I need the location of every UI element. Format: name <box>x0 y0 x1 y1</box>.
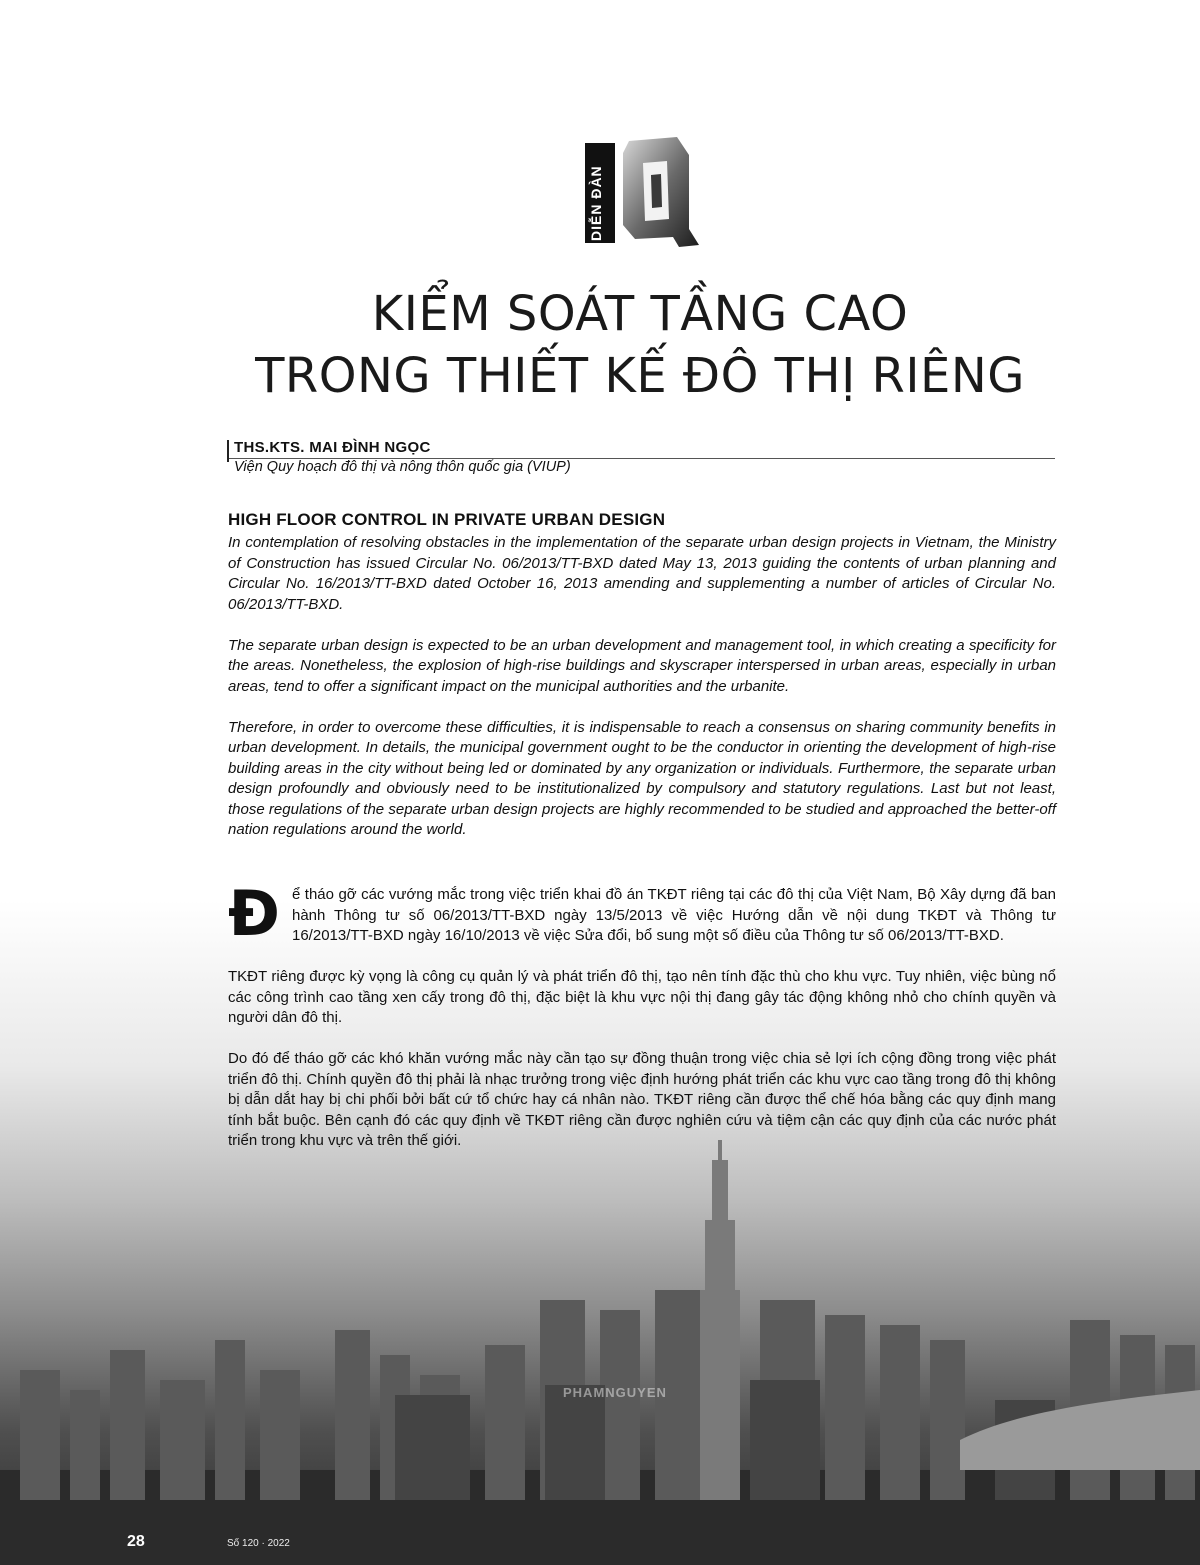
title-line-1: KIỂM SOÁT TẦNG CAO <box>371 286 909 342</box>
vietnamese-paragraph <box>228 877 1056 950</box>
author-affiliation: Viện Quy hoạch đô thị và nông thôn quốc gia (VIUP) <box>234 459 571 475</box>
section-logo <box>585 133 703 251</box>
page-number: 28 <box>127 1533 145 1550</box>
vietnamese-paragraph: Do đó để tháo gỡ các khó khăn vướng mắc này cần tạo sự đồng thuận trong việc chia sẻ lợi ích cộng đồng trong việc phát triển đô thị. Chính quyền đô thị phải là nhạc trưởng trong việc định hướng phát triển các khu vực cao tầng trong đô thị không bị dẫn dắt hay bị chi phối bởi bất cứ tổ chức hay cá nhân nào. TKĐT riêng cần được thể chế hóa bằng các quy định mang tính bắt buộc. Bên cạnh đó các quy định về TKĐT riêng cần được nghiên cứu và tiệm cận các quy định của các nước phát triển trong khu vực và trên thế giới. <box>228 1050 1056 1149</box>
english-abstract <box>228 533 1056 861</box>
english-heading: HIGH FLOOR CONTROL IN PRIVATE URBAN DESIGN <box>228 510 666 529</box>
vietnamese-paragraph: TKĐT riêng được kỳ vọng là công cụ quản lý và phát triển đô thị, tạo nên tính đặc thù cho khu vực. Tuy nhiên, việc bùng nổ các công trình cao tầng xen cấy trong đô thị, đặc biệt là khu vực nội thị đang gây tác động không nhỏ cho chính quyền và người dân đô thị. <box>228 968 1056 1026</box>
article-title <box>200 283 1080 407</box>
vietnamese-paragraph-text: ể tháo gỡ các vướng mắc trong việc triển khai đồ án TKĐT riêng tại các đô thị của Việt Nam, Bộ Xây dựng đã ban hành Thông tư số 06/2013/TT-BXD ngày 13/5/2013 về việc Hướng dẫn về nội dung TKĐT và Thông tư 16/2013/TT-BXD ngày 16/10/2013 về việc Sửa đổi, bổ sung một số điều của Thông tư số 06/2013/TT-BXD. <box>292 886 1056 944</box>
english-paragraph: Therefore, in order to overcome these difficulties, it is indispensable to reach a consensus on sharing community benefits in urban development. In details, the municipal government ought to be the conductor in orienting the development of high-rise building areas in the city without being led or dominated by any organization or individuals. Furthermore, the separate urban design profoundly and obviously need to be institutionalized by compulsory and statutory regulations. Last but not least, those regulations of the separate urban design projects are highly recommended to be studied and approached the better-off nation regulations around the world. <box>228 718 1056 838</box>
photo-watermark: PHAMNGUYEN <box>563 1385 667 1400</box>
vietnamese-body <box>228 877 1056 1172</box>
english-paragraph: In contemplation of resolving obstacles in the implementation of the separate urban design projects in Vietnam, the Ministry of Construction has issued Circular No. 06/2013/TT-BXD dated May 13, 2013 guiding the contents of urban planning and Circular No. 16/2013/TT-BXD dated October 16, 2013 amending and supplementing a number of articles of Circular No. 06/2013/TT-BXD. <box>228 534 1056 613</box>
author-name: THS.KTS. MAI ĐÌNH NGỌC <box>234 439 431 456</box>
q-letter-icon <box>615 133 703 251</box>
issue-label: Số 120 · 2022 <box>227 1538 290 1549</box>
english-paragraph: The separate urban design is expected to be an urban development and management tool, in which creating a specificity for the areas. Nonetheless, the explosion of high-rise buildings and skyscraper interspersed in urban areas, especially in urban areas, tend to offer a significant impact on the municipal authorities and the urbanite. <box>228 636 1056 695</box>
drop-cap: Đ <box>228 877 280 950</box>
section-label: DIỄN ĐÀN <box>588 165 604 241</box>
section-label-bar <box>585 143 615 243</box>
title-line-2: TRONG THIẾT KẾ ĐÔ THỊ RIÊNG <box>255 348 1025 404</box>
